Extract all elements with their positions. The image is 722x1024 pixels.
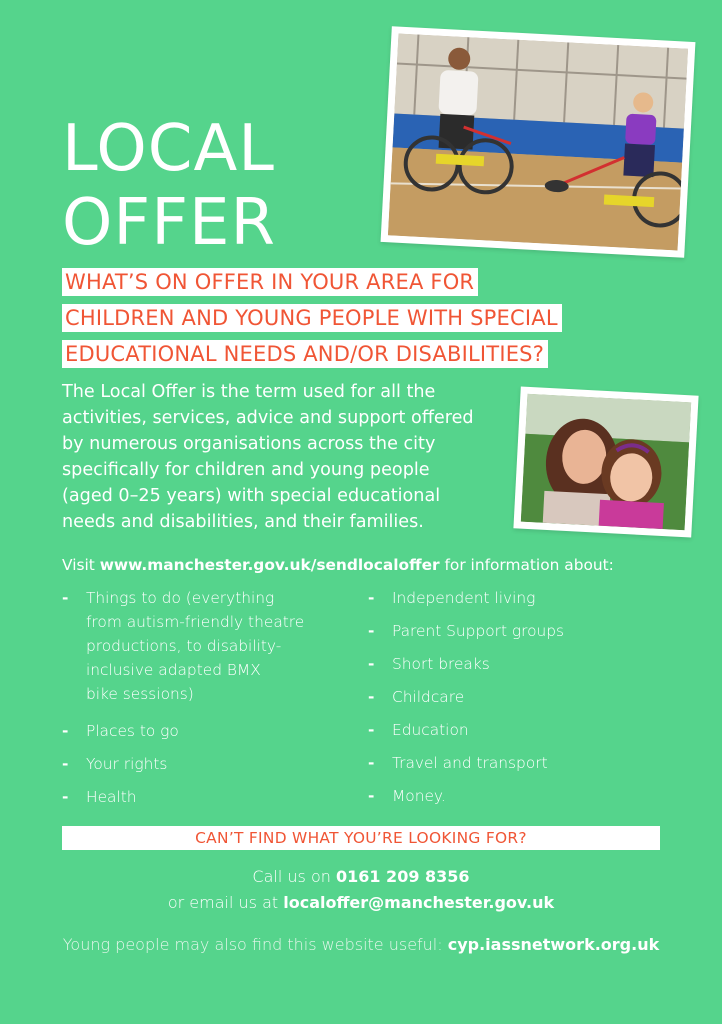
list-item: - Independent living bbox=[368, 586, 668, 610]
visit-line bbox=[62, 554, 662, 576]
photo-wheelchair-sports bbox=[381, 26, 696, 258]
intro-line: by numerous organisations across the city bbox=[62, 434, 436, 454]
list-item: - Places to go bbox=[62, 719, 342, 743]
list-item-line: from autism-friendly theatre bbox=[86, 613, 305, 631]
two-girls-image bbox=[521, 394, 691, 530]
send-local-offer-link[interactable]: www.manchester.gov.uk/sendlocaloffer bbox=[99, 556, 440, 574]
page-title bbox=[62, 112, 276, 260]
title-line-2: OFFER bbox=[62, 186, 276, 260]
cant-find-banner: CAN’T FIND WHAT YOU’RE LOOKING FOR? bbox=[62, 826, 660, 850]
list-item: - Money. bbox=[368, 784, 668, 808]
photo-two-girls bbox=[513, 386, 698, 537]
wheelchair-sports-image bbox=[388, 34, 688, 251]
call-prefix: Call us on bbox=[252, 867, 336, 886]
email-line bbox=[0, 893, 722, 912]
visit-prefix: Visit bbox=[62, 556, 100, 574]
headline-line-1: WHAT’S ON OFFER IN YOUR AREA FOR bbox=[62, 268, 478, 296]
intro-line: The Local Offer is the term used for all the bbox=[62, 382, 436, 402]
cyp-website-link[interactable]: cyp.iassnetwork.org.uk bbox=[447, 935, 660, 954]
list-item: - Education bbox=[368, 718, 668, 742]
list-item: - Childcare bbox=[368, 685, 668, 709]
list-item: - Parent Support groups bbox=[368, 619, 668, 643]
visit-suffix: for information about: bbox=[439, 556, 614, 574]
list-item: - Travel and transport bbox=[368, 751, 668, 775]
topics-list-right bbox=[368, 586, 668, 817]
topics-list-left bbox=[62, 586, 342, 818]
headline-line-3: EDUCATIONAL NEEDS AND/OR DISABILITIES? bbox=[62, 340, 548, 368]
email-link[interactable]: localoffer@manchester.gov.uk bbox=[283, 893, 555, 912]
headline-line-2: CHILDREN AND YOUNG PEOPLE WITH SPECIAL bbox=[62, 304, 562, 332]
phone-number[interactable]: 0161 209 8356 bbox=[335, 867, 470, 886]
cyp-line bbox=[0, 935, 722, 954]
list-item: - Your rights bbox=[62, 752, 342, 776]
headline bbox=[62, 268, 562, 376]
list-item: - Health bbox=[62, 785, 342, 809]
intro-line: activities, services, advice and support offered bbox=[62, 408, 474, 428]
list-item-line: - Things to do (everything bbox=[86, 589, 275, 607]
email-prefix: or email us at bbox=[167, 893, 284, 912]
call-line bbox=[0, 867, 722, 886]
title-line-1: LOCAL bbox=[62, 112, 275, 186]
list-item bbox=[62, 586, 342, 706]
intro-line: specifically for children and young people bbox=[62, 460, 430, 480]
cyp-prefix: Young people may also find this website useful: bbox=[62, 935, 448, 954]
intro-line: (aged 0–25 years) with special educational bbox=[62, 486, 441, 506]
list-item-line: bike sessions) bbox=[86, 685, 194, 703]
intro-paragraph bbox=[62, 379, 522, 535]
intro-line: needs and disabilities, and their families. bbox=[62, 512, 424, 532]
list-item-line: inclusive adapted BMX bbox=[86, 661, 261, 679]
list-item-line: productions, to disability- bbox=[86, 637, 282, 655]
list-item: - Short breaks bbox=[368, 652, 668, 676]
